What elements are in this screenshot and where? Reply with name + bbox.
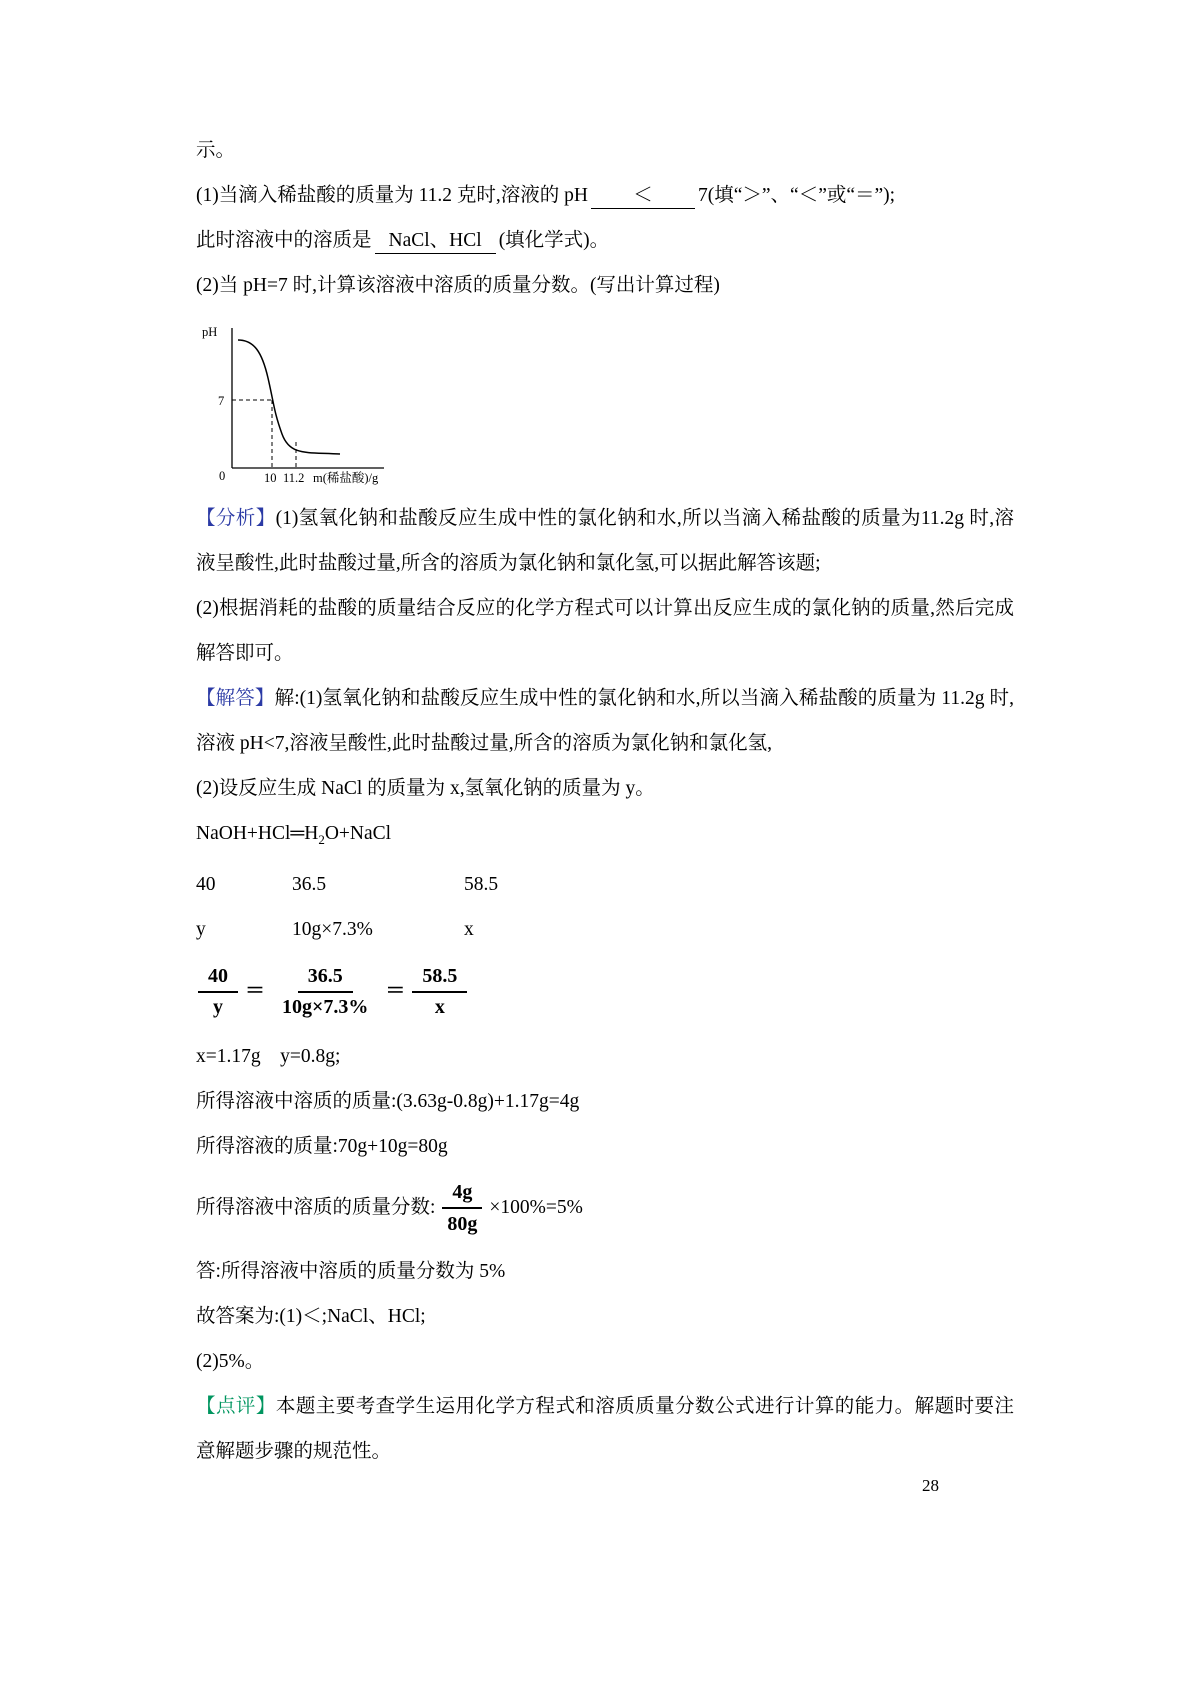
equals-sign-2: ＝ xyxy=(385,980,406,1003)
analysis-label: 【分析】 xyxy=(196,508,276,529)
equals-sign-1: ＝ xyxy=(245,980,265,1003)
question-2-line xyxy=(196,263,1014,308)
solution-paragraph-1 xyxy=(196,676,1014,766)
analysis-text-2: (2)根据消耗的盐酸的质量结合反应的化学方程式可以计算出反应生成的氯化钠的质量,然后完成解答即可。 xyxy=(196,598,1014,664)
question-1-post: 7(填“＞”、“＜”或“＝”); xyxy=(697,185,896,206)
final-answer-1 xyxy=(196,1294,1014,1339)
proportion-equation xyxy=(196,964,1014,1020)
solution-paragraph-2 xyxy=(196,766,1014,811)
fraction-naoh-denominator: y xyxy=(213,995,223,1018)
sto-mass-nacl: x xyxy=(464,918,474,940)
comment-label: 【点评】 xyxy=(196,1395,276,1417)
analysis-text-1: (1)氢氧化钠和盐酸反应生成中性的氯化钠和水,所以当滴入稀盐酸的质量为11.2g 时,溶液呈酸性,此时盐酸过量,所含的溶质为氯化钠和氯化氢,可以据此解答该题; xyxy=(196,508,1014,574)
mass-fraction-numerator: 4g xyxy=(442,1179,482,1209)
final-answer-2-text: (2)5%。 xyxy=(196,1350,265,1372)
chem-eq-sign: ═ xyxy=(290,823,305,844)
xy-result-text: x=1.17g y=0.8g; xyxy=(196,1045,341,1067)
xy-result-line xyxy=(196,1034,1014,1079)
chem-eq-h: H xyxy=(304,823,319,844)
solution-mass-text: 所得溶液的质量:70g+10g=80g xyxy=(196,1135,448,1157)
fraction-hcl-numerator: 36.5 xyxy=(298,964,353,993)
mass-fraction-denominator: 80g xyxy=(447,1212,478,1235)
page-number: 28 xyxy=(922,1476,939,1495)
question-1b-post: (填化学式)。 xyxy=(498,230,610,251)
fraction-hcl xyxy=(272,964,378,1020)
ph-curve-figure xyxy=(198,318,1014,488)
stoichiometry-row-2 xyxy=(196,907,1014,952)
comment-text: 本题主要考查学生运用化学方程式和溶质质量分数公式进行计算的能力。解题时要注意解题步骤的规范性。 xyxy=(196,1395,1014,1462)
fraction-nacl-denominator: x xyxy=(434,995,445,1018)
chem-eq-subscript: 2 xyxy=(318,831,325,847)
comment-paragraph xyxy=(196,1384,1014,1474)
y-tick-7: 7 xyxy=(218,394,225,408)
document-content xyxy=(196,128,1014,1474)
final-answer-2 xyxy=(196,1339,1014,1384)
fraction-naoh xyxy=(198,964,238,1020)
y-axis-label: pH xyxy=(202,325,218,339)
fraction-naoh-numerator: 40 xyxy=(198,964,238,993)
answer-blank-ph: ＜ xyxy=(591,184,695,209)
titration-curve xyxy=(238,340,340,454)
chem-eq-right: O+NaCl xyxy=(324,823,392,844)
final-answer-1-text: 故答案为:(1)＜;NaCl、HCl; xyxy=(196,1305,426,1327)
sto-molar-nacl: 58.5 xyxy=(464,873,499,895)
analysis-paragraph-2 xyxy=(196,586,1014,676)
question-1-pre: (1)当滴入稀盐酸的质量为 11.2 克时,溶液的 pH xyxy=(196,185,588,206)
sto-molar-naoh: 40 xyxy=(196,873,216,895)
intro-line xyxy=(196,128,1014,173)
origin-label: 0 xyxy=(219,469,226,483)
solution-mass-line xyxy=(196,1124,1014,1169)
solute-mass-line xyxy=(196,1079,1014,1124)
mass-fraction-post: ×100%=5% xyxy=(489,1197,583,1219)
solution-label: 【解答】 xyxy=(196,688,275,709)
stoichiometry-row-1 xyxy=(196,862,1014,907)
chem-eq-left: NaOH+HCl xyxy=(196,823,291,844)
intro-text: 示。 xyxy=(196,140,236,161)
question-1b-line xyxy=(196,218,1014,263)
sto-mass-hcl: 10g×7.3% xyxy=(292,918,373,940)
chemical-equation xyxy=(196,811,1014,862)
analysis-paragraph-1 xyxy=(196,496,1014,586)
answer-line xyxy=(196,1249,1014,1294)
mass-fraction-pre: 所得溶液中溶质的质量分数: xyxy=(196,1197,436,1219)
answer-blank-solute: NaCl、HCl xyxy=(375,229,496,254)
x-tick-11-2: 11.2 xyxy=(283,471,305,485)
x-tick-10: 10 xyxy=(264,471,277,485)
mass-fraction-fraction xyxy=(437,1179,487,1237)
mass-fraction-line xyxy=(196,1179,1014,1237)
sto-molar-hcl: 36.5 xyxy=(292,873,327,895)
question-1-line xyxy=(196,173,1014,218)
solution-text-2: (2)设反应生成 NaCl 的质量为 x,氢氧化钠的质量为 y。 xyxy=(196,778,655,799)
question-1b-pre: 此时溶液中的溶质是 xyxy=(196,230,372,251)
fraction-hcl-denominator: 10g×7.3% xyxy=(282,995,369,1018)
question-2-text: (2)当 pH=7 时,计算该溶液中溶质的质量分数。(写出计算过程) xyxy=(196,275,720,296)
solute-mass-text: 所得溶液中溶质的质量:(3.63g-0.8g)+1.17g=4g xyxy=(196,1090,580,1112)
fraction-nacl xyxy=(412,964,467,1020)
sto-mass-naoh: y xyxy=(196,918,206,940)
fraction-nacl-numerator: 58.5 xyxy=(412,964,467,993)
solution-text-1: 解:(1)氢氧化钠和盐酸反应生成中性的氯化钠和水,所以当滴入稀盐酸的质量为 11.2g 时,溶液 pH<7,溶液呈酸性,此时盐酸过量,所含的溶质为氯化钠和氯化氢, xyxy=(196,688,1014,754)
x-axis-label: m(稀盐酸)/g xyxy=(313,471,379,485)
ph-curve-graph xyxy=(198,318,433,488)
answer-text: 答:所得溶液中溶质的质量分数为 5% xyxy=(196,1260,506,1282)
